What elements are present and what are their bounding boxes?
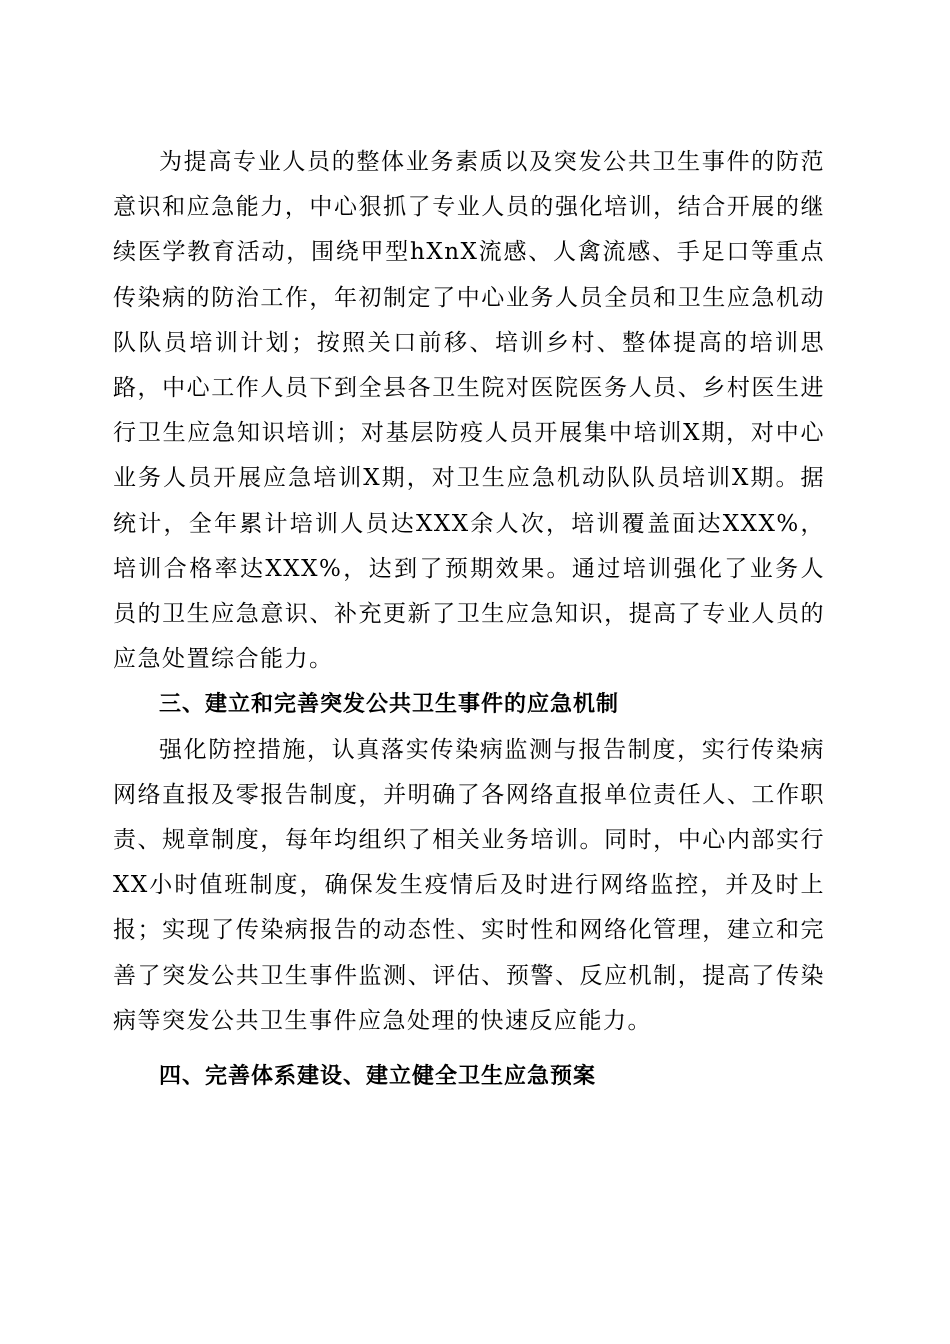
document-body [113,140,825,1099]
paragraph-mechanism: 强化防控措施，认真落实传染病监测与报告制度，实行传染病网络直报及零报告制度，并明确了各网络直报单位责任人、工作职责、规章制度，每年均组织了相关业务培训。同时，中心内部实行XX小时值班制度，确保发生疫情后及时进行网络监控，并及时上报；实现了传染病报告的动态性、实时性和网络化管理，建立和完善了突发公共卫生事件监测、评估、预警、反应机制，提高了传染病等突发公共卫生事件应急处理的快速反应能力。 [113,736,825,1034]
section-heading-4: 四、完善体系建设、建立健全卫生应急预案 [159,1064,597,1090]
section-heading-3: 三、建立和完善突发公共卫生事件的应急机制 [159,692,620,718]
paragraph-training: 为提高专业人员的整体业务素质以及突发公共卫生事件的防范意识和应急能力，中心狠抓了专业人员的强化培训，结合开展的继续医学教育活动，围绕甲型hXnX流感、人禽流感、手足口等重点传染病的防治工作，年初制定了中心业务人员全员和卫生应急机动队队员培训计划；按照关口前移、培训乡村、整体提高的培训思路，中心工作人员下到全县各卫生院对医院医务人员、乡村医生进行卫生应急知识培训；对基层防疫人员开展集中培训X期，对中心业务人员开展应急培训X期，对卫生应急机动队队员培训X期。据统计，全年累计培训人员达XXX余人次，培训覆盖面达XXX%，培训合格率达XXX%，达到了预期效果。通过培训强化了业务人员的卫生应急意识、补充更新了卫生应急知识，提高了专业人员的应急处置综合能力。 [113,149,825,673]
